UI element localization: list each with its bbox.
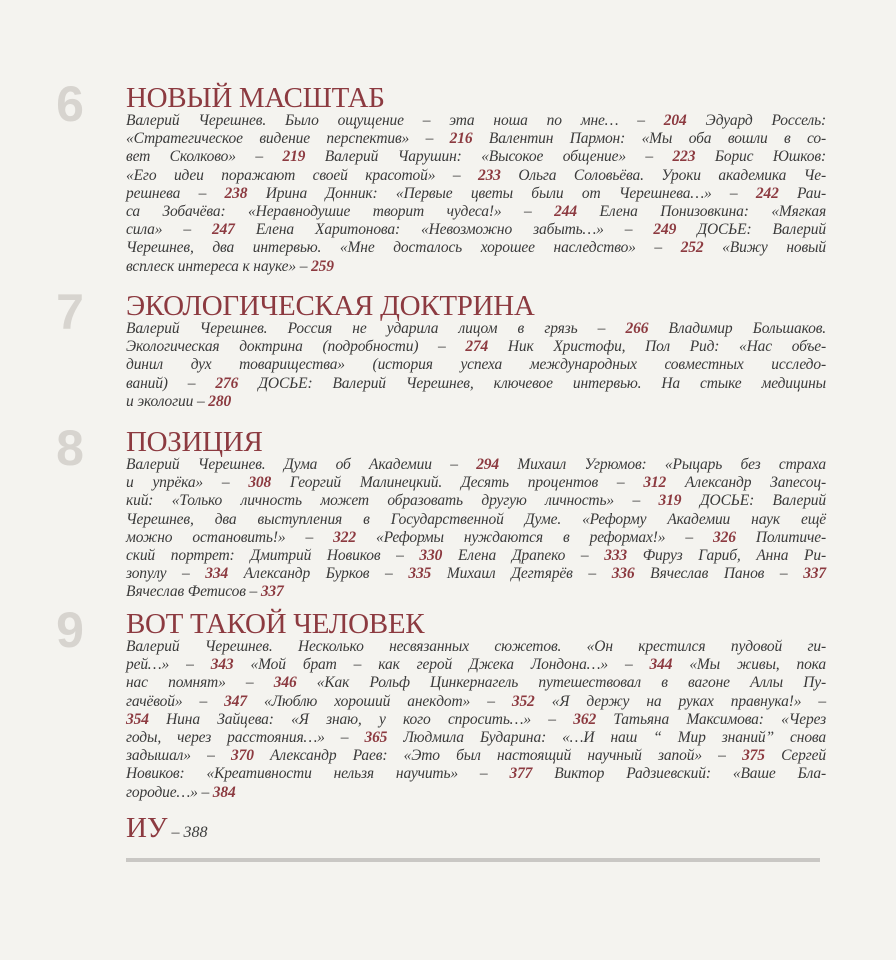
entry-line <box>126 638 826 656</box>
entry-text: Черешнев, два выступления в Государственной Думе. «Реформу Академии наук ещё <box>126 510 826 528</box>
page-number: 344 <box>649 656 673 674</box>
entry-text: Елена Харитонова: «Невозможно забыть…» – <box>234 221 654 239</box>
entry-text: «Реформы нуждаются в реформах!» – <box>355 528 714 546</box>
entry-line <box>126 711 826 729</box>
entry-text: Фируз Гариб, Анна Ри- <box>627 546 826 564</box>
entry-text: Валерий Черешнев. Россия не ударила лицом в грязь – <box>126 320 626 337</box>
entry-text: Виктор Радзиевский: «Ваше Бла- <box>532 765 826 783</box>
entry-text: Александр Бурков – <box>228 565 409 583</box>
page-number: 219 <box>282 148 306 166</box>
chapter-number: 9 <box>56 602 84 658</box>
entry-text: Эдуард Россель: <box>686 112 826 129</box>
page-number: 375 <box>742 747 765 765</box>
entry-text: Черешнев, два интервью. «Мне досталось хорошее наследство» – <box>126 239 681 257</box>
entry-line <box>126 674 826 692</box>
chapter-number: 7 <box>56 284 84 340</box>
entry-line <box>126 320 826 338</box>
entry-text: зопулу – <box>126 565 206 583</box>
entry-text: ваний) – <box>126 374 216 392</box>
entry-text: «Мы живы, пока <box>672 656 827 674</box>
entry-text: ДОСЬЕ: Валерий Черешнев, ключевое интервью. На стыке медицины <box>238 374 826 392</box>
entry-text: гачёвой» – <box>126 692 225 710</box>
page-number: 216 <box>449 130 473 148</box>
entry-line <box>126 765 826 783</box>
entry-line <box>126 338 826 356</box>
entry-text: и упрёка» – <box>126 474 249 492</box>
page-number: 294 <box>476 456 500 473</box>
entry-line <box>126 112 826 130</box>
entry-line <box>126 203 826 221</box>
entry-text: годы, через расстояния…» – <box>126 728 365 746</box>
entry-text: Ольга Соловьёва. Уроки академика Че- <box>500 166 827 184</box>
entry-text: Михаил Дегтярёв – <box>431 565 612 583</box>
page-number: 249 <box>653 221 677 239</box>
entry-text: Нина Зайцева: «Я знаю, у кого спросить…» – <box>148 710 574 728</box>
entry-line <box>126 148 826 166</box>
entry-text: и экологии – <box>126 392 209 410</box>
entry-line <box>126 375 826 393</box>
entry-line <box>126 130 826 148</box>
chapter-entries <box>126 456 826 602</box>
page-number: 352 <box>511 692 535 710</box>
entry-text: Татьяна Максимова: «Через <box>596 710 826 728</box>
index-entry <box>126 812 207 844</box>
page-number: 377 <box>509 765 533 783</box>
page-number: 274 <box>465 338 489 356</box>
page-number: 223 <box>672 148 696 166</box>
entry-line <box>126 474 826 492</box>
entry-text: «Вижу новый <box>703 239 826 257</box>
chapter-number: 6 <box>56 76 84 132</box>
entry-text: решнева – <box>126 184 225 202</box>
page-number: 244 <box>554 202 577 220</box>
page-number: 333 <box>604 546 628 564</box>
entry-text: можно остановить!» – <box>126 528 334 546</box>
entry-text: ДОСЬЕ: Валерий <box>681 492 826 510</box>
entry-text: «Его идеи поражают своей красотой» – <box>126 166 478 184</box>
entry-text: нас помнят» – <box>126 674 274 692</box>
entry-line <box>126 529 826 547</box>
page-number: 343 <box>210 656 234 674</box>
page-number: 337 <box>260 583 284 601</box>
page-number: 362 <box>573 710 597 728</box>
entry-text: задышал» – <box>126 747 232 765</box>
page-number: 322 <box>333 528 356 546</box>
entry-text: Валерий Черешнев. Несколько несвязанных сюжетов. «Он крестился пудовой ги- <box>126 638 826 655</box>
entry-text: Валерий Черешнев. Было ощущение – эта ноша по мне… – <box>126 112 664 129</box>
page-number: 347 <box>224 692 247 710</box>
entry-line <box>126 693 826 711</box>
page-number: 335 <box>408 565 432 583</box>
page-number: 233 <box>477 166 501 184</box>
entry-line <box>126 729 826 747</box>
page-number: 259 <box>311 257 334 275</box>
entry-text: ДОСЬЕ: Валерий <box>676 221 826 239</box>
entry-text: «Как Рольф Цинкернагель путешествовал в вагоне Аллы Пу- <box>296 674 826 692</box>
entry-text: Людмила Бударина: «…И наш “ Мир знаний” снова <box>387 728 826 746</box>
entry-line <box>126 221 826 239</box>
entry-text: са Зобачёва: «Неравнодушие творит чудеса!» – <box>126 202 555 220</box>
entry-text: Новиков: «Креативности нельзя научить» – <box>126 765 510 783</box>
bottom-divider <box>126 858 820 862</box>
entry-line <box>126 784 826 802</box>
entry-line <box>126 747 826 765</box>
entry-line <box>126 356 826 374</box>
page-number: 334 <box>205 565 229 583</box>
page-number: 354 <box>126 710 149 728</box>
chapter-number: 8 <box>56 420 84 476</box>
page-number: 204 <box>663 112 687 129</box>
chapter-entries <box>126 638 826 802</box>
page-number: 370 <box>231 747 254 765</box>
entry-line <box>126 656 826 674</box>
entry-line <box>126 583 826 601</box>
page-number: 247 <box>211 221 235 239</box>
entry-text: Борис Юшков: <box>695 148 826 166</box>
page-number: 308 <box>248 474 272 492</box>
page-number: 326 <box>713 528 736 546</box>
page-number: 337 <box>803 565 827 583</box>
chapter-title: ЭКОЛОГИЧЕСКАЯ ДОКТРИНА <box>126 290 535 322</box>
entry-line <box>126 456 826 474</box>
entry-line <box>126 258 826 276</box>
entry-text: городие…» – <box>126 783 213 801</box>
page-number: 276 <box>215 374 239 392</box>
chapter-title: НОВЫЙ МАСШТАБ <box>126 82 385 114</box>
page-number: 346 <box>273 674 297 692</box>
entry-text: вет Сколково» – <box>126 148 283 166</box>
entry-text: кий: «Только личность может образовать другую личность» – <box>126 492 659 510</box>
entry-text: рей…» – <box>126 656 211 674</box>
page-number: 266 <box>625 320 649 337</box>
entry-text: Сергей <box>764 747 826 765</box>
page-number: 319 <box>658 492 682 510</box>
entry-text: Михаил Угрюмов: «Рыцарь без страха <box>499 456 826 473</box>
entry-text: всплеск интереса к науке» – <box>126 257 312 275</box>
entry-line <box>126 565 826 583</box>
page-number: 238 <box>224 184 248 202</box>
page-number: 280 <box>208 392 232 410</box>
entry-text: Ирина Донник: «Первые цветы были от Черешнева…» – <box>247 184 756 202</box>
page-number: 336 <box>611 565 635 583</box>
entry-text: Александр Запесоц- <box>666 474 826 492</box>
entry-text: сила» – <box>126 221 212 239</box>
entry-line <box>126 393 826 411</box>
page-number: 242 <box>755 184 779 202</box>
entry-text: Валерий Чарушин: «Высокое общение» – <box>305 148 673 166</box>
entry-text: Елена Драпеко – <box>442 546 605 564</box>
entry-text: Экологическая доктрина (подробности) – <box>126 338 466 356</box>
entry-text: «Мой брат – как герой Джека Лондона…» – <box>233 656 650 674</box>
entry-text: Вячеслав Фетисов – <box>126 583 261 601</box>
page-number: 252 <box>680 239 704 257</box>
entry-text: ский портрет: Дмитрий Новиков – <box>126 546 420 564</box>
entry-text: Ник Христофи, Пол Рид: «Нас объе- <box>488 338 826 356</box>
entry-text: Вячеслав Панов – <box>634 565 804 583</box>
index-title: ИУ <box>126 812 168 844</box>
chapter-title: ВОТ ТАКОЙ ЧЕЛОВЕК <box>126 608 425 640</box>
entry-text: «Люблю хороший анекдот» – <box>246 692 512 710</box>
entry-line <box>126 492 826 510</box>
page-number: 312 <box>643 474 667 492</box>
index-page-number: – 388 <box>171 824 208 841</box>
chapter-entries <box>126 320 826 411</box>
page-number: 365 <box>364 728 388 746</box>
entry-text: Валентин Пармон: «Мы оба вошли в со- <box>472 130 827 148</box>
entry-text: динил дух товарищества» (история успеха международных совместных исследо- <box>126 356 826 374</box>
entry-line <box>126 547 826 565</box>
page-number: 384 <box>212 783 236 801</box>
entry-text: Раи- <box>778 184 826 202</box>
chapter-entries <box>126 112 826 276</box>
entry-line <box>126 167 826 185</box>
entry-text: «Стратегическое видение перспектив» – <box>126 130 450 148</box>
entry-line <box>126 239 826 257</box>
entry-text: Владимир Большаков. <box>648 320 826 337</box>
entry-text: Елена Понизовкина: «Мягкая <box>576 202 827 220</box>
entry-text: Георгий Малинецкий. Десять процентов – <box>271 474 644 492</box>
page-number: 330 <box>419 546 443 564</box>
entry-line <box>126 185 826 203</box>
entry-text: Александр Раев: «Это был настоящий научный запой» – <box>253 747 743 765</box>
entry-text: «Я держу на руках правнука!» – <box>534 692 826 710</box>
entry-line <box>126 511 826 529</box>
chapter-title: ПОЗИЦИЯ <box>126 426 263 458</box>
entry-text: Политиче- <box>735 528 826 546</box>
entry-text: Валерий Черешнев. Дума об Академии – <box>126 456 477 473</box>
